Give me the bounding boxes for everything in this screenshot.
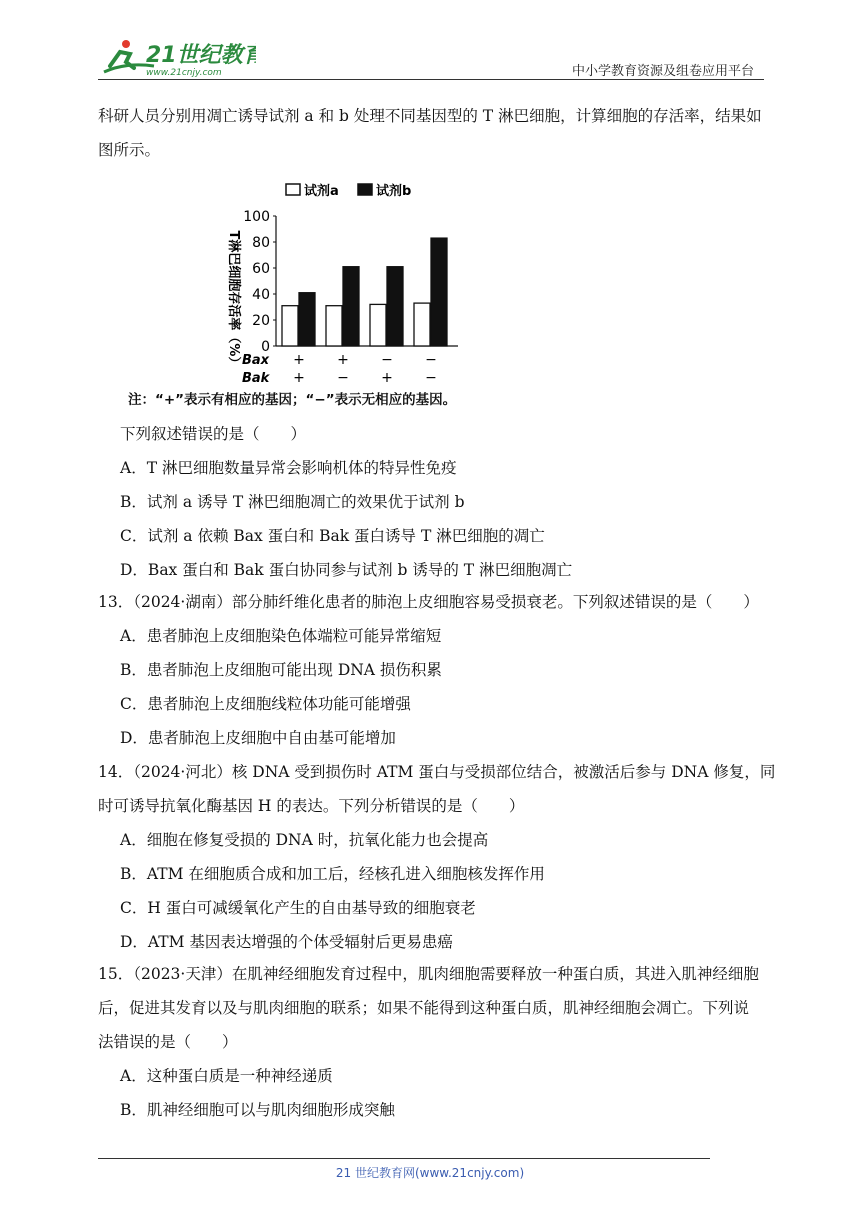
q14-stem-line-1: 14．（2024·河北）核 DNA 受到损伤时 ATM 蛋白与受损部位结合，被激活后参与 DNA 修复，同 xyxy=(98,763,776,781)
survival-rate-chart xyxy=(200,176,500,386)
y-tick-label-60: 60 xyxy=(252,261,270,277)
intro-line-2: 图所示。 xyxy=(98,141,161,159)
bar-a-3 xyxy=(370,304,386,346)
bar-b-2 xyxy=(343,267,359,346)
legend-swatch-2 xyxy=(358,184,372,195)
site-logo xyxy=(96,36,256,78)
q14-stem-line-2: 时可诱导抗氧化酶基因 H 的表达。下列分析错误的是（ ） xyxy=(98,797,525,815)
q15-option-b[interactable]: B．肌神经细胞可以与肌肉细胞形成突触 xyxy=(120,1101,395,1119)
q12-option-d[interactable]: D．Bax 蛋白和 Bak 蛋白协同参与试剂 b 诱导的 T 淋巴细胞凋亡 xyxy=(120,561,573,579)
row-label-bak: Bak xyxy=(242,371,270,386)
q13-option-d[interactable]: D．患者肺泡上皮细胞中自由基可能增加 xyxy=(120,729,396,747)
bar-a-2 xyxy=(326,306,342,346)
q12-stem: 下列叙述错误的是（ ） xyxy=(120,425,307,443)
q13-stem: 13．（2024·湖南）部分肺纤维化患者的肺泡上皮细胞容易受损衰老。下列叙述错误的是（ ） xyxy=(98,593,759,611)
chart-bars xyxy=(282,238,447,346)
chart-note: 注：“+”表示有相应的基因；“−”表示无相应的基因。 xyxy=(128,392,457,408)
bak-sign-3: + xyxy=(381,370,393,386)
logo-url: www.21cnjy.com xyxy=(146,68,222,78)
bar-b-3 xyxy=(387,267,403,346)
q15-stem-line-1: 15．（2023·天津）在肌神经细胞发育过程中，肌肉细胞需要释放一种蛋白质，其进入肌神经细胞 xyxy=(98,965,759,983)
y-tick-label-100: 100 xyxy=(243,209,270,225)
q12-option-b[interactable]: B．试剂 a 诱导 T 淋巴细胞凋亡的效果优于试剂 b xyxy=(120,493,465,511)
q14-option-a[interactable]: A．细胞在修复受损的 DNA 时，抗氧化能力也会提高 xyxy=(120,831,489,849)
logo-text: 21世纪教育 xyxy=(146,43,256,68)
bak-sign-1: + xyxy=(293,370,305,386)
y-tick-labels xyxy=(243,209,276,355)
q13-option-b[interactable]: B．患者肺泡上皮细胞可能出现 DNA 损伤积累 xyxy=(120,661,442,679)
bax-sign-4: − xyxy=(425,352,437,368)
bax-sign-2: + xyxy=(337,352,349,368)
footer-divider xyxy=(98,1158,710,1159)
q13-option-c[interactable]: C．患者肺泡上皮细胞线粒体功能可能增强 xyxy=(120,695,411,713)
category-labels xyxy=(242,352,437,386)
bar-b-1 xyxy=(299,293,315,346)
q14-option-c[interactable]: C．H 蛋白可减缓氧化产生的自由基导致的细胞衰老 xyxy=(120,899,476,917)
q12-option-c[interactable]: C．试剂 a 依赖 Bax 蛋白和 Bak 蛋白诱导 T 淋巴细胞的凋亡 xyxy=(120,527,545,545)
bax-sign-3: − xyxy=(381,352,393,368)
bar-a-1 xyxy=(282,306,298,346)
bak-sign-4: − xyxy=(425,370,437,386)
q14-option-b[interactable]: B．ATM 在细胞质合成和加工后，经核孔进入细胞核发挥作用 xyxy=(120,865,545,883)
header-platform-text: 中小学教育资源及组卷应用平台 xyxy=(571,64,754,79)
legend-label-2: 试剂b xyxy=(376,184,412,199)
intro-line-1: 科研人员分别用凋亡诱导试剂 a 和 b 处理不同基因型的 T 淋巴细胞，计算细胞的存活率，结果如 xyxy=(98,107,762,125)
y-tick-label-20: 20 xyxy=(252,313,270,329)
bax-sign-1: + xyxy=(293,352,305,368)
bar-a-4 xyxy=(414,303,430,346)
q15-stem-line-3: 法错误的是（ ） xyxy=(98,1033,238,1051)
y-tick-label-80: 80 xyxy=(252,235,270,251)
y-tick-label-40: 40 xyxy=(252,287,270,303)
q15-option-a[interactable]: A．这种蛋白质是一种神经递质 xyxy=(120,1067,333,1085)
footer-text: 21 世纪教育网(www.21cnjy.com) xyxy=(335,1166,525,1180)
q12-option-a[interactable]: A．T 淋巴细胞数量异常会影响机体的特异性免疫 xyxy=(120,459,457,477)
q13-option-a[interactable]: A．患者肺泡上皮细胞染色体端粒可能异常缩短 xyxy=(120,627,442,645)
legend-label-1: 试剂a xyxy=(304,184,339,199)
y-tick-label-0: 0 xyxy=(261,339,270,355)
row-label-bax: Bax xyxy=(242,353,270,368)
y-axis-label: T淋巴细胞存活率（%） xyxy=(226,230,241,370)
bar-b-4 xyxy=(431,238,447,346)
q15-stem-line-2: 后，促进其发育以及与肌肉细胞的联系；如果不能得到这种蛋白质，肌神经细胞会凋亡。下列说 xyxy=(98,999,750,1017)
legend-swatch-1 xyxy=(286,184,300,195)
q14-option-d[interactable]: D．ATM 基因表达增强的个体受辐射后更易患癌 xyxy=(120,933,453,951)
chart-legend xyxy=(286,183,411,199)
header-divider xyxy=(98,79,764,80)
bak-sign-2: − xyxy=(337,370,349,386)
